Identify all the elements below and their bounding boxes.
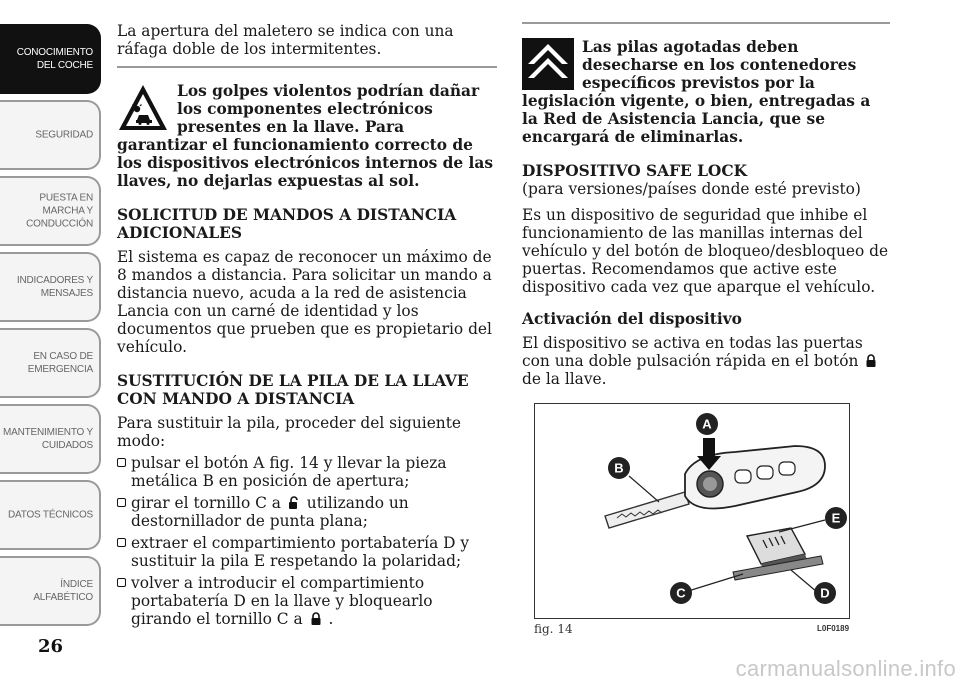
label-a: A bbox=[702, 416, 712, 432]
lock-icon bbox=[865, 354, 877, 368]
figure-code: L0F0189 bbox=[817, 624, 850, 633]
environment-text: Las pilas agotadas deben desecharse en los contenedores específicos previstos por la legislación vigente, o bien, entregadas a la Red de Asistencia Lancia, que se encargará de eliminarlas. bbox=[522, 38, 871, 146]
checkbox-bullet-icon bbox=[117, 578, 126, 587]
tab-conocimiento-del-coche[interactable] bbox=[0, 24, 101, 94]
activation-text: El dispositivo se activa en todas las puertas con una doble pulsación rápida en el botón bbox=[522, 334, 863, 370]
step-text: pulsar el botón A fig. 14 y llevar la pieza metálica B en posición de apertura; bbox=[131, 454, 447, 490]
watermark: carmanualsonline.info bbox=[735, 656, 956, 681]
list-item bbox=[117, 494, 497, 530]
warning-text: Los golpes violentos podrían dañar los componentes electrónicos presentes en la llave. Para garantizar el funcionamiento correcto de los dispositivos electrónicos internos de las llaves, no dejarlas expuestas al sol. bbox=[117, 82, 494, 190]
warning-sun-car-icon bbox=[117, 82, 169, 134]
warning-box bbox=[117, 82, 497, 190]
tab-indicadores[interactable] bbox=[0, 252, 101, 322]
intro-paragraph: La apertura del maletero se indica con una ráfaga doble de los intermitentes. bbox=[117, 22, 454, 58]
list-item bbox=[117, 534, 497, 570]
section-title-pila: SUSTITUCIÓN DE LA PILA DE LA LLAVE CON MANDO A DISTANCIA bbox=[117, 372, 469, 408]
tab-indice[interactable] bbox=[0, 556, 101, 626]
divider bbox=[117, 66, 497, 68]
figure-14 bbox=[534, 403, 850, 619]
step-text: volver a introducir el compartimiento portabatería D en la llave y bloquearlo girando el tornillo C a bbox=[131, 574, 433, 628]
environment-recycle-icon bbox=[522, 38, 574, 90]
activation-text: de la llave. bbox=[522, 370, 607, 388]
tab-label: PUESTA EN MARCHA Y CONDUCCIÓN bbox=[26, 192, 93, 230]
step-text: utilizando un destornillador de punta plana; bbox=[131, 494, 409, 530]
safe-lock-subtitle: (para versiones/países donde esté previsto) bbox=[522, 180, 861, 198]
tab-seguridad[interactable] bbox=[0, 100, 101, 170]
steps-list bbox=[117, 454, 497, 628]
right-column bbox=[522, 22, 890, 388]
checkbox-bullet-icon bbox=[117, 498, 126, 507]
section-intro-pila: Para sustituir la pila, proceder del siguiente modo: bbox=[117, 414, 462, 450]
checkbox-bullet-icon bbox=[117, 538, 126, 547]
tab-label: MANTENIMIENTO Y CUIDADOS bbox=[3, 427, 93, 451]
tab-puesta-en-marcha[interactable] bbox=[0, 176, 101, 246]
chapter-tabs bbox=[0, 24, 101, 632]
tab-label: CONOCIMIENTO DEL COCHE bbox=[16, 47, 93, 71]
unlock-icon bbox=[288, 496, 300, 510]
tab-label: ÍNDICE ALFABÉTICO bbox=[33, 579, 93, 603]
figure-caption: fig. 14 bbox=[534, 622, 573, 636]
list-item bbox=[117, 454, 497, 490]
safe-lock-body: Es un dispositivo de seguridad que inhibe el funcionamiento de las manillas internas del vehículo y del botón de bloqueo/desbloqueo de puertas. Recomendamos que active este dispositivo cada vez que aparque el vehículo. bbox=[522, 206, 889, 296]
divider bbox=[522, 22, 890, 24]
tab-label: INDICADORES Y MENSAJES bbox=[16, 275, 93, 299]
step-text: extraer el compartimiento portabatería D y sustituir la pila E respetando la polaridad; bbox=[131, 534, 470, 570]
tab-label: DATOS TÉCNICOS bbox=[8, 509, 93, 521]
key-illustration bbox=[535, 404, 849, 618]
label-b: B bbox=[614, 460, 624, 476]
activation-body bbox=[522, 334, 890, 388]
label-d: D bbox=[820, 585, 830, 601]
activation-title: Activación del dispositivo bbox=[522, 310, 742, 328]
tab-emergencia[interactable] bbox=[0, 328, 101, 398]
environment-box bbox=[522, 38, 890, 146]
section-body-mandos: El sistema es capaz de reconocer un máximo de 8 mandos a distancia. Para solicitar un mando a distancia nuevo, acuda a la red de asistencia Lancia con un carné de identidad y los documentos que prueben que es propietario del vehículo. bbox=[117, 248, 492, 356]
section-title-mandos: SOLICITUD DE MANDOS A DISTANCIA ADICIONALES bbox=[117, 206, 457, 242]
tab-label: SEGURIDAD bbox=[35, 129, 93, 141]
tab-mantenimiento[interactable] bbox=[0, 404, 101, 474]
step-text: girar el tornillo C a bbox=[131, 494, 281, 512]
tab-label: EN CASO DE EMERGENCIA bbox=[27, 351, 93, 375]
section-title-safe-lock: DISPOSITIVO SAFE LOCK bbox=[522, 162, 747, 180]
tab-datos-tecnicos[interactable] bbox=[0, 480, 101, 550]
step-text: . bbox=[328, 610, 334, 628]
list-item bbox=[117, 574, 497, 628]
checkbox-bullet-icon bbox=[117, 458, 126, 467]
page-number: 26 bbox=[38, 636, 64, 657]
label-e: E bbox=[831, 510, 841, 526]
lock-icon bbox=[310, 612, 322, 626]
label-c: C bbox=[676, 585, 686, 601]
left-column bbox=[117, 22, 497, 632]
